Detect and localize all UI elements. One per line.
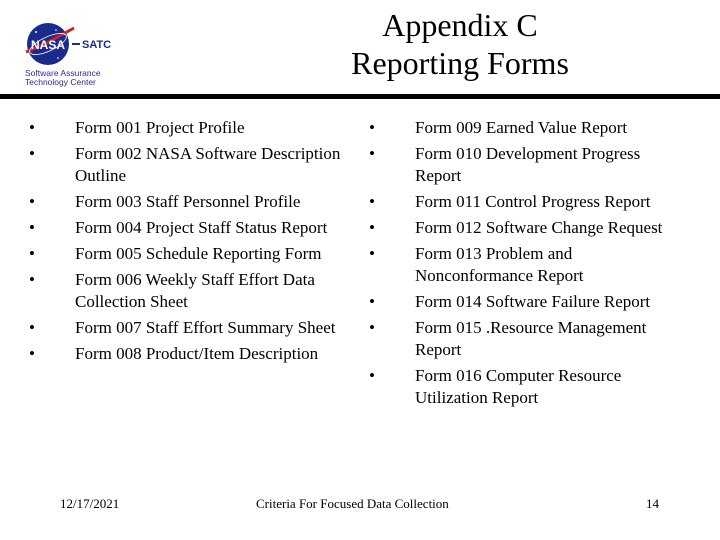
list-item	[29, 343, 349, 365]
list-item	[369, 191, 669, 213]
bullet-icon: •	[369, 218, 375, 237]
list-item	[29, 243, 349, 265]
form-label: Form 016 Computer Resource Utilization Report	[415, 366, 622, 407]
form-label: Form 009 Earned Value Report	[415, 118, 628, 137]
page-number: 14	[646, 496, 659, 511]
slide-title	[300, 6, 620, 82]
list-item	[369, 243, 669, 287]
list-item	[29, 269, 349, 313]
form-label: Form 001 Project Profile	[75, 118, 245, 137]
form-label: Form 013 Problem and Nonconformance Report	[415, 244, 584, 285]
list-item	[29, 143, 349, 187]
logo-org-line-2: Technology Center	[25, 77, 96, 87]
form-label: Form 012 Software Change Request	[415, 218, 663, 237]
bullet-icon: •	[29, 144, 35, 163]
left-form-list	[29, 117, 349, 369]
form-label: Form 010 Development Progress Report	[415, 144, 641, 185]
list-item	[29, 317, 349, 339]
list-item	[369, 291, 669, 313]
bullet-icon: •	[369, 366, 375, 385]
form-label: Form 011 Control Progress Report	[415, 192, 651, 211]
form-label: Form 006 Weekly Staff Effort Data Collection Sheet	[75, 270, 315, 311]
footer-date: 12/17/2021	[60, 496, 120, 511]
list-item	[369, 365, 669, 409]
form-label: Form 005 Schedule Reporting Form	[75, 244, 322, 263]
satc-text: SATC	[82, 39, 112, 51]
bullet-icon: •	[29, 118, 35, 137]
logo-mark-text: NASA	[30, 38, 66, 52]
title-line-1: Appendix C	[382, 7, 538, 43]
form-label: Form 007 Staff Effort Summary Sheet	[75, 318, 336, 337]
title-line-2: Reporting Forms	[351, 45, 569, 81]
bullet-icon: •	[29, 192, 35, 211]
form-label: Form 003 Staff Personnel Profile	[75, 192, 301, 211]
list-item	[369, 143, 669, 187]
form-label: Form 002 NASA Software Description Outline	[75, 144, 341, 185]
bullet-icon: •	[29, 344, 35, 363]
nasa-satc-logo	[22, 18, 118, 90]
form-label: Form 008 Product/Item Description	[75, 344, 319, 363]
nasa-meatball-icon	[22, 18, 118, 74]
form-label: Form 015 .Resource Management Report	[415, 318, 647, 359]
bullet-icon: •	[29, 218, 35, 237]
logo-org-line-1: Software Assurance	[25, 68, 101, 78]
bullet-icon: •	[369, 118, 375, 137]
bullet-icon: •	[369, 192, 375, 211]
form-label: Form 014 Software Failure Report	[415, 292, 651, 311]
bullet-icon: •	[369, 244, 375, 263]
list-item	[29, 191, 349, 213]
bullet-icon: •	[369, 144, 375, 163]
bullet-icon: •	[369, 318, 375, 337]
bullet-icon: •	[29, 270, 35, 289]
right-form-list	[369, 117, 669, 413]
form-label: Form 004 Project Staff Status Report	[75, 218, 328, 237]
title-divider	[0, 94, 720, 99]
list-item	[369, 217, 669, 239]
list-item	[29, 217, 349, 239]
bullet-icon: •	[29, 318, 35, 337]
bullet-icon: •	[369, 292, 375, 311]
bullet-icon: •	[29, 244, 35, 263]
list-item	[369, 317, 669, 361]
list-item	[29, 117, 349, 139]
footer-title: Criteria For Focused Data Collection	[256, 496, 449, 511]
list-item	[369, 117, 669, 139]
